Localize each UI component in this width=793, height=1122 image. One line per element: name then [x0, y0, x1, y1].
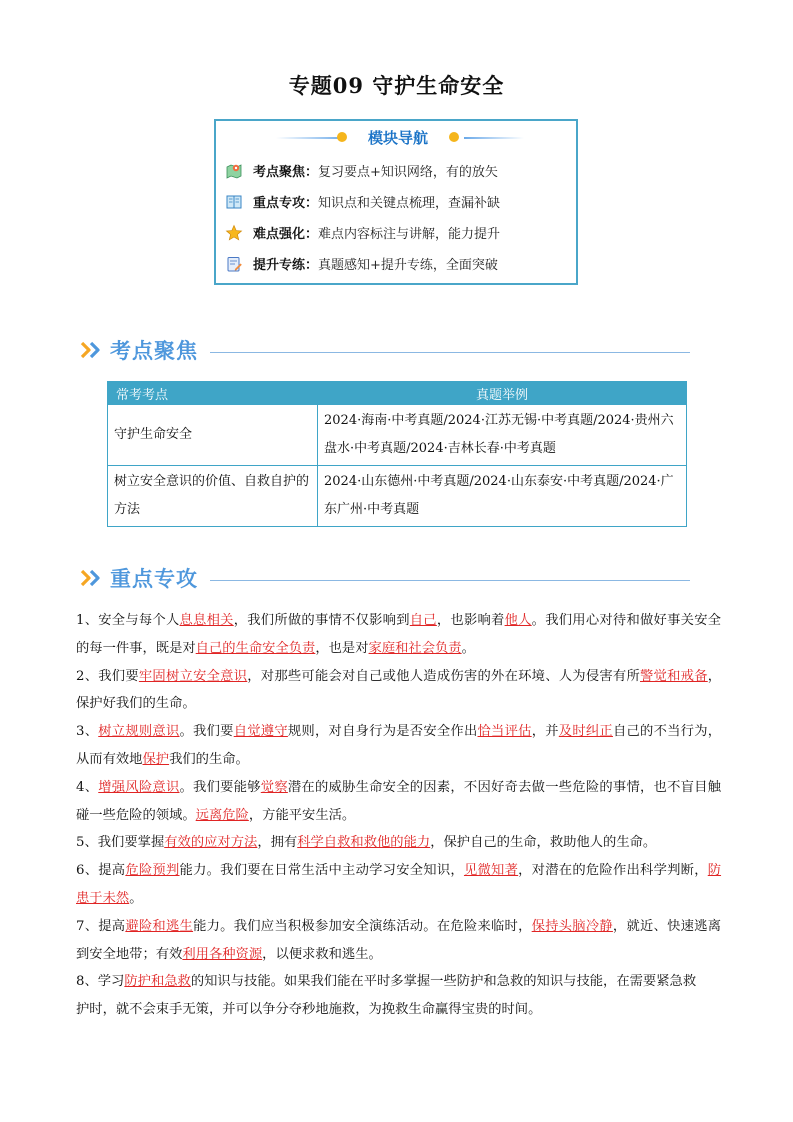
point-text: 规则，对自身行为是否安全作出	[287, 724, 478, 740]
point-text: 1、安全与每个人	[76, 613, 180, 628]
nav-item-text: 复习要点+知识网络，有的放矢	[318, 165, 498, 180]
point-text: 4、	[76, 779, 99, 795]
highlighted-keyword: 自觉遵守	[233, 724, 288, 740]
point-text: ，保护自己的生命，救助他人的生命。	[430, 835, 657, 851]
module-navigation-header	[216, 121, 576, 155]
highlighted-keyword: 远离危险	[195, 807, 249, 823]
table-cell-point: 守护生命安全	[108, 405, 318, 466]
highlighted-keyword: 他人	[504, 613, 532, 628]
highlighted-keyword: 保护	[142, 751, 170, 767]
point-text: 。我们用心对待和做好事关安全的每一件事，既是对	[76, 613, 722, 656]
point-text: 。我们要	[179, 724, 234, 740]
highlighted-keyword: 增强风险意识	[98, 779, 180, 795]
point-text: 5、我们要掌握	[76, 835, 165, 851]
notepad-icon	[225, 255, 243, 273]
point-text: 3、	[76, 724, 99, 740]
section-header-zhongdian	[80, 563, 695, 593]
point-text: 7、提高	[76, 918, 126, 934]
point-text: ，对潜在的危险作出科学判断，	[518, 863, 708, 879]
nav-item-key: 考点聚焦	[253, 165, 306, 180]
highlighted-keyword: 自己	[409, 613, 437, 628]
highlighted-keyword: 利用各种资源	[182, 946, 263, 962]
table-cell-point: 树立安全意识的价值、自救自护的方法	[108, 466, 318, 527]
key-points-list	[76, 607, 721, 1024]
point-text: ，就近、快速逃离到安全地带；有效	[76, 918, 722, 962]
point-text: ，也是对	[315, 640, 369, 656]
module-navigation-title: 模块导航	[367, 129, 428, 147]
book-icon	[225, 193, 243, 211]
column-header: 真题举例	[318, 382, 687, 405]
double-chevron-icon	[80, 340, 104, 360]
point-text: 。我们要能够	[179, 779, 261, 795]
key-point-paragraph	[76, 663, 721, 719]
key-point-paragraph	[76, 913, 721, 969]
highlighted-keyword: 防护和急救	[124, 974, 191, 990]
point-text: ，对那些可能会对自己或他人造成伤害的外在环境、人为侵害有所	[247, 668, 641, 684]
page-title: 专题09 守护生命安全	[288, 73, 505, 98]
highlighted-keyword: 树立规则意识	[98, 724, 180, 740]
point-text: ，拥有	[257, 835, 298, 851]
decorative-line	[464, 137, 524, 139]
point-text: ，也影响着	[436, 613, 505, 628]
key-point-paragraph	[76, 607, 721, 663]
nav-item-key: 难点强化	[253, 227, 306, 242]
highlighted-keyword: 避险和逃生	[125, 918, 194, 934]
nav-item-tisheng[interactable]: 提升专练 ： 真题感知+提升专练，全面突破	[216, 248, 576, 279]
table-row	[108, 405, 687, 466]
nav-item-text: 真题感知+提升专练，全面突破	[318, 258, 498, 273]
table-header-row	[108, 382, 687, 405]
point-text: 8、学习	[76, 974, 125, 990]
point-text: 能力。我们应当积极参加安全演练活动。在危险来临时，	[193, 918, 532, 934]
point-text: 的知识与技能。如果我们能在平时多掌握一些防护和急救的知识与技能，在需要紧急救	[190, 974, 697, 990]
highlighted-keyword: 危险预判	[125, 863, 180, 879]
nav-item-text: 知识点和关键点梳理，查漏补缺	[318, 196, 501, 211]
highlighted-keyword: 及时纠正	[558, 724, 613, 740]
highlighted-keyword: 息息相关	[179, 613, 234, 628]
table-row	[108, 466, 687, 527]
highlighted-keyword: 防患于未然	[76, 863, 722, 906]
module-navigation-box	[214, 119, 578, 285]
key-point-paragraph	[76, 774, 721, 830]
section-divider	[210, 580, 690, 581]
highlighted-keyword: 自己的生命安全负责	[195, 640, 316, 656]
highlighted-keyword: 家庭和社会负责	[368, 640, 462, 656]
map-pin-icon	[225, 162, 243, 180]
point-text: 6、提高	[76, 863, 126, 879]
table-cell-examples: 2024·海南·中考真题/2024·江苏无锡·中考真题/2024·贵州六盘水·中考真题/2024·吉林长春·中考真题	[318, 405, 687, 466]
highlighted-keyword: 保持头脑冷静	[531, 918, 613, 934]
point-text: ，以便求救和逃生。	[262, 946, 382, 962]
highlighted-keyword: 牢固树立安全意识	[138, 668, 248, 684]
key-point-paragraph	[76, 718, 721, 774]
point-text: ，并	[531, 724, 559, 740]
nav-item-key: 重点专攻	[253, 196, 306, 211]
point-text: 2、我们要	[76, 668, 139, 684]
point-text: 潜在的威胁生命安全的因素，不因好奇去做一些危险的事情，也不盲目触碰一些危险的领域。	[76, 779, 722, 823]
point-text: 护时，就不会束手无策，并可以争分夺秒地施救，为挽救生命赢得宝贵的时间。	[76, 1002, 542, 1018]
star-icon	[225, 224, 243, 242]
highlighted-keyword: 警觉和戒备	[640, 668, 708, 684]
section-divider	[210, 352, 690, 353]
point-text: ，我们所做的事情不仅影响到	[233, 613, 410, 628]
decorative-dot	[337, 132, 347, 142]
key-point-paragraph	[76, 857, 721, 913]
highlighted-keyword: 见微知著	[463, 863, 519, 879]
decorative-line	[276, 137, 346, 139]
point-text: ，保护好我们的生命。	[76, 668, 722, 712]
section-title: 考点聚焦	[110, 339, 198, 363]
point-text: 自己的不当行为，从而有效地	[76, 724, 722, 767]
nav-item-zhongdian[interactable]: 重点专攻 ： 知识点和关键点梳理，查漏补缺	[216, 186, 576, 217]
point-text: 。	[461, 640, 475, 656]
column-header: 常考考点	[108, 382, 318, 405]
highlighted-keyword: 有效的应对方法	[164, 835, 258, 851]
section-header-kaodian	[80, 335, 695, 365]
nav-item-kaodian[interactable]: 考点聚焦 ： 复习要点+知识网络，有的放矢	[216, 155, 576, 186]
point-text: 。	[129, 890, 143, 906]
table-cell-examples: 2024·山东德州·中考真题/2024·山东泰安·中考真题/2024·广东广州·中考真题	[318, 466, 687, 527]
nav-item-nandian[interactable]: 难点强化 ： 难点内容标注与讲解，能力提升	[216, 217, 576, 248]
highlighted-keyword: 恰当评估	[477, 724, 532, 740]
point-text: ，方能平安生活。	[248, 807, 356, 823]
highlighted-keyword: 觉察	[260, 779, 288, 795]
key-point-paragraph	[76, 996, 721, 1024]
key-point-paragraph	[76, 829, 721, 857]
exam-points-table	[107, 381, 687, 527]
section-title: 重点专攻	[110, 567, 198, 591]
point-text: 我们的生命。	[169, 751, 249, 767]
nav-item-text: 难点内容标注与讲解，能力提升	[318, 227, 501, 242]
double-chevron-icon	[80, 568, 104, 588]
decorative-dot	[449, 132, 459, 142]
highlighted-keyword: 科学自救和救他的能力	[297, 835, 431, 851]
key-point-paragraph	[76, 968, 721, 996]
nav-item-key: 提升专练	[253, 258, 306, 273]
point-text: 能力。我们要在日常生活中主动学习安全知识，	[179, 863, 464, 879]
